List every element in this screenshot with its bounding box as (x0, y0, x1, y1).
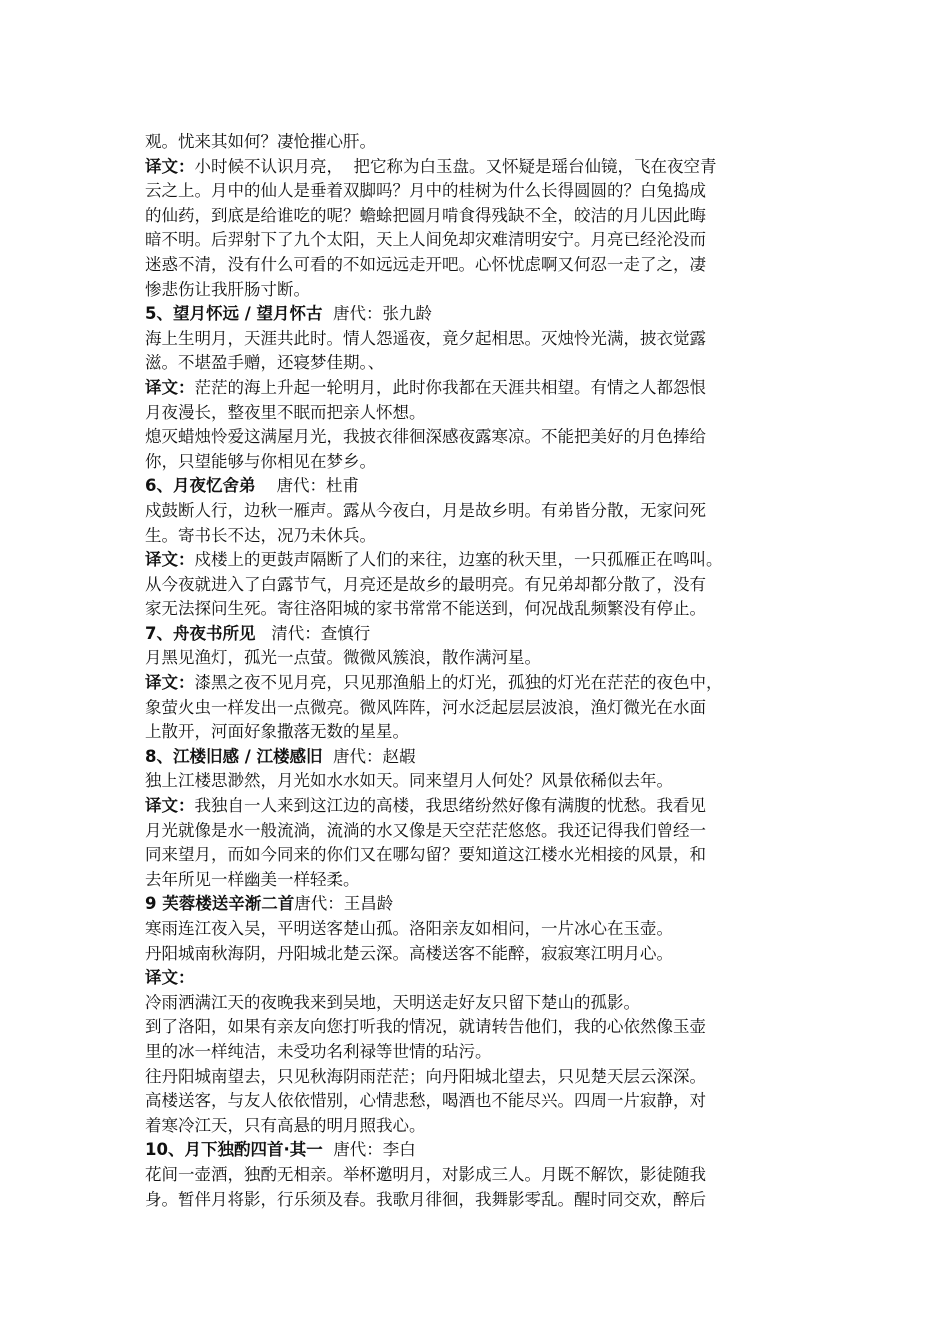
text-line: 象萤火虫一样发出一点微亮。微风阵阵，河水泛起层层波浪，渔灯微光在水面 (145, 697, 706, 717)
poem-heading (145, 745, 810, 770)
poem-heading (145, 892, 810, 917)
poem-title: 9 芙蓉楼送辛渐二首 (145, 894, 295, 914)
translation-label: 译文： (145, 968, 195, 988)
poem-author: 唐代：杜甫 (255, 476, 359, 496)
text-line: 海上生明月，天涯共此时。情人怨遥夜，竟夕起相思。灭烛怜光满，披衣觉露 (145, 328, 706, 348)
poem-title: 6、月夜忆舍弟 (145, 476, 256, 496)
text-line: 里的冰一样纯洁，未受功名利禄等世情的玷污。 (145, 1041, 492, 1061)
poem-heading (145, 302, 810, 327)
text-line: 家无法探问生死。寄往洛阳城的家书常常不能送到，何况战乱频繁没有停止。 (145, 599, 706, 619)
text-line: 往丹阳城南望去，只见秋海阴雨茫茫；向丹阳城北望去，只见楚天层云深深。 (145, 1066, 706, 1086)
text-line: 云之上。月中的仙人是垂着双脚吗？月中的桂树为什么长得圆圆的？白兔捣成 (145, 181, 706, 201)
translation-line (145, 966, 810, 991)
text-line: 身。暂伴月将影，行乐须及春。我歌月徘徊，我舞影零乱。醒时同交欢，醉后 (145, 1189, 706, 1209)
text-line: 同来望月，而如今同来的你们又在哪勾留？要知道这江楼水光相接的风景，和 (145, 845, 706, 865)
text-line: 惨悲伤让我肝肠寸断。 (145, 279, 310, 299)
translation-line (145, 548, 810, 573)
poem-heading (145, 1138, 810, 1163)
translation-line (145, 671, 810, 696)
poem-author: 清代：查慎行 (255, 623, 371, 643)
poem-heading (145, 622, 810, 647)
translation-text: 我独自一人来到这江边的高楼，我思绪纷然好像有满腹的忧愁。我看见 (194, 796, 706, 816)
text-line: 花间一壶酒，独酌无相亲。举杯邀明月，对影成三人。月既不解饮，影徒随我 (145, 1164, 706, 1184)
text-line: 你，只望能够与你相见在梦乡。 (145, 451, 376, 471)
translation-text: 戍楼上的更鼓声隔断了人们的来往，边塞的秋天里，一只孤雁正在鸣叫。 (194, 550, 723, 570)
text-line: 月黑见渔灯，孤光一点萤。微微风簇浪，散作满河星。 (145, 648, 541, 668)
translation-label: 译文： (145, 550, 195, 570)
text-line: 熄灭蜡烛怜爱这满屋月光，我披衣徘徊深感夜露寒凉。不能把美好的月色捧给 (145, 427, 706, 447)
text-line: 寒雨连江夜入吴，平明送客楚山孤。洛阳亲友如相问，一片冰心在玉壶。 (145, 919, 673, 938)
poem-title: 10、月下独酌四首·其一 (145, 1140, 323, 1160)
poem-author: 唐代：张九龄 (322, 304, 432, 324)
text-line: 暗不明。后羿射下了九个太阳，天上人间免却灾难清明安宁。月亮已经沦没而 (145, 230, 706, 250)
poem-title: 8、江楼旧感 / 江楼感旧 (145, 746, 323, 766)
document-page (145, 130, 810, 1212)
translation-line (145, 794, 810, 819)
poem-author: 唐代：王昌龄 (294, 894, 394, 914)
poem-author: 唐代：李白 (322, 1140, 416, 1160)
translation-label: 译文： (145, 796, 195, 816)
text-line: 戍鼓断人行，边秋一雁声。露从今夜白，月是故乡明。有弟皆分散，无家问死 (145, 500, 706, 520)
text-line: 冷雨洒满江天的夜晚我来到吴地，天明送走好友只留下楚山的孤影。 (145, 992, 640, 1012)
translation-line (145, 376, 810, 401)
text-line: 的仙药，到底是给谁吃的呢？蟾蜍把圆月啃食得残缺不全，皎洁的月儿因此晦 (145, 205, 706, 225)
text-line: 到了洛阳，如果有亲友向您打听我的情况，就请转告他们，我的心依然像玉壶 (145, 1017, 706, 1037)
text-line: 月夜漫长，整夜里不眠而把亲人怀想。 (145, 402, 426, 422)
translation-line (145, 155, 810, 180)
text-line: 着寒冷江天，只有高悬的明月照我心。 (145, 1115, 426, 1135)
translation-text: 小时候不认识月亮， 把它称为白玉盘。又怀疑是瑶台仙镜，飞在夜空青 (194, 156, 717, 176)
text-line: 月光就像是水一般流淌，流淌的水又像是天空茫茫悠悠。我还记得我们曾经一 (145, 820, 706, 840)
text-line: 高楼送客，与友人依依惜别，心情悲愁，喝酒也不能尽兴。四周一片寂静，对 (145, 1091, 706, 1111)
translation-label: 译文： (145, 377, 195, 397)
translation-text: 漆黑之夜不见月亮，只见那渔船上的灯光，孤独的灯光在茫茫的夜色中， (194, 673, 723, 693)
translation-text: 茫茫的海上升起一轮明月，此时你我都在天涯共相望。有情之人都怨恨 (194, 377, 706, 397)
text-line: 生。寄书长不达，况乃未休兵。 (145, 525, 376, 545)
poem-title: 7、舟夜书所见 (145, 623, 256, 643)
poem-heading (145, 474, 810, 499)
text-line: 丹阳城南秋海阴，丹阳城北楚云深。高楼送客不能醉，寂寂寒江明月心。 (145, 943, 673, 963)
text-line: 从今夜就进入了白露节气，月亮还是故乡的最明亮。有兄弟却都分散了，没有 (145, 574, 706, 594)
text-line: 独上江楼思渺然，月光如水水如天。同来望月人何处？风景依稀似去年。 (145, 771, 673, 791)
text-line: 上散开，河面好象撒落无数的星星。 (145, 722, 409, 742)
poem-author: 唐代：赵嘏 (322, 746, 416, 766)
translation-label: 译文： (145, 673, 195, 693)
text-line: 滋。不堪盈手赠，还寝梦佳期。、 (145, 353, 385, 373)
text-line: 迷惑不清，没有什么可看的不如远远走开吧。心怀忧虑啊又何忍一走了之，凄 (145, 254, 706, 274)
text-line: 观。忧来其如何？凄怆摧心肝。 (145, 132, 376, 151)
text-line: 去年所见一样幽美一样轻柔。 (145, 869, 360, 889)
translation-label: 译文： (145, 156, 195, 176)
poem-title: 5、望月怀远 / 望月怀古 (145, 304, 323, 324)
